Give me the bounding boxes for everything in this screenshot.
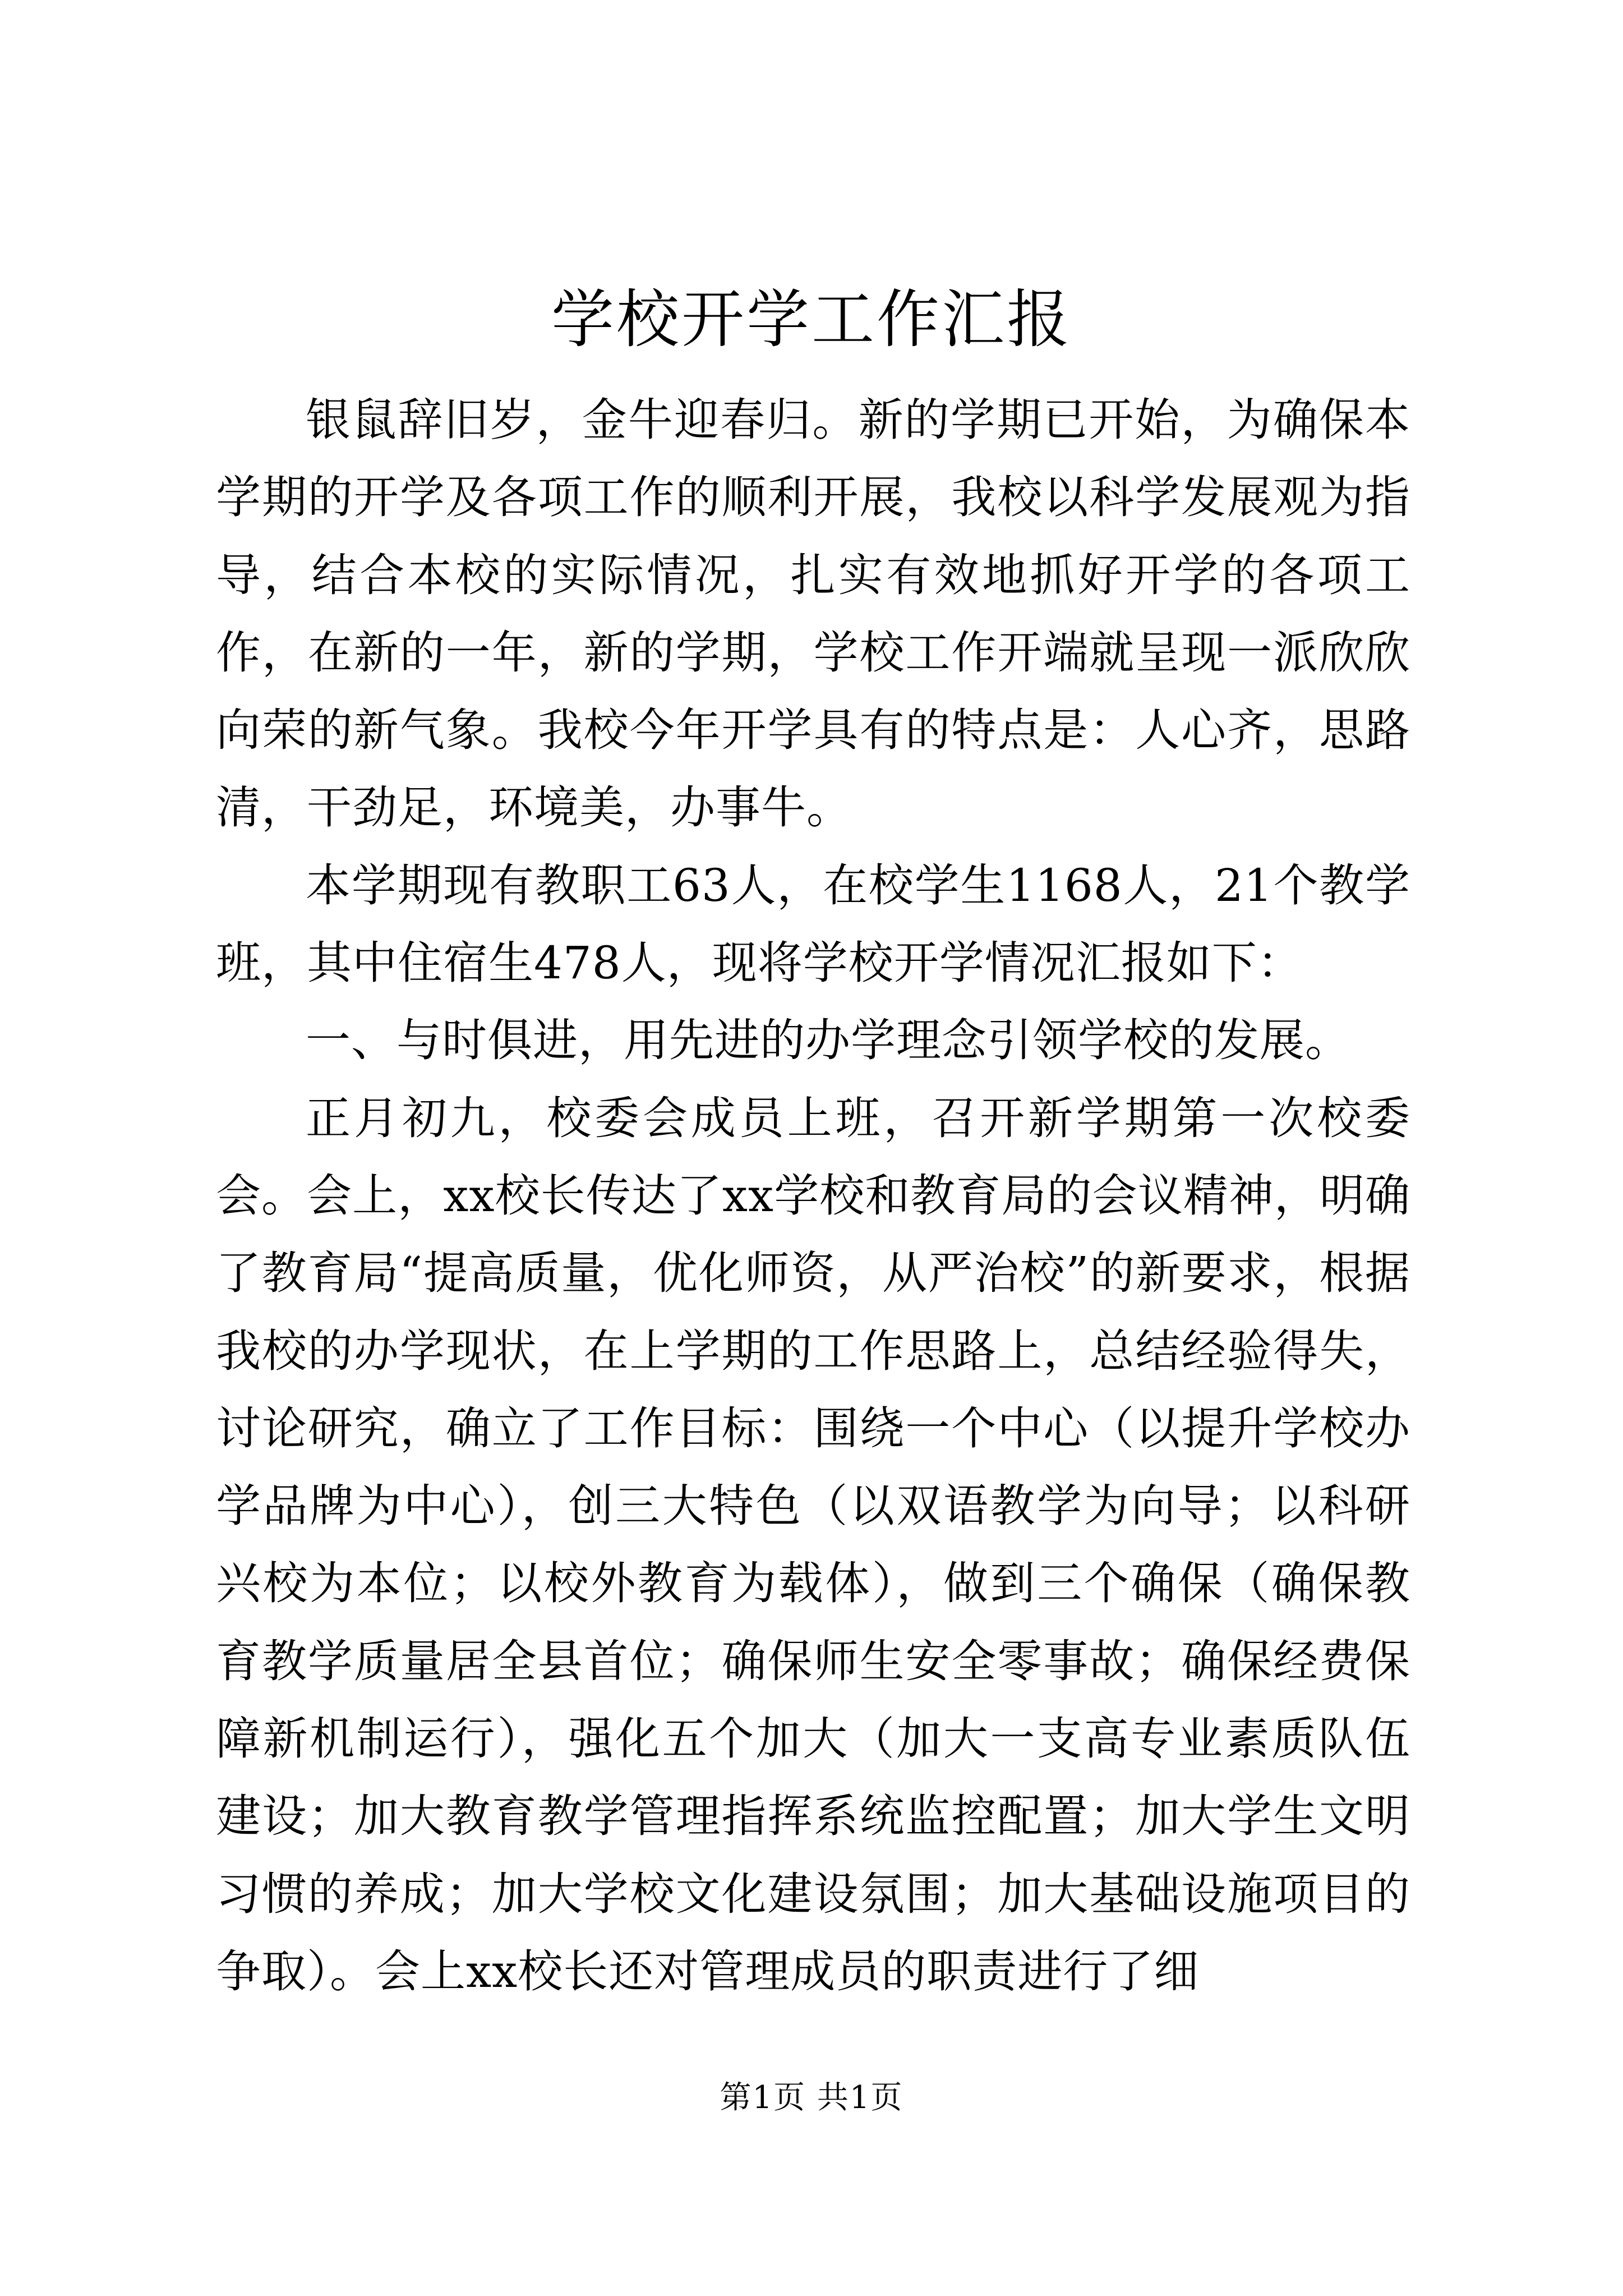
paragraph-meeting: 正月初九，校委会成员上班，召开新学期第一次校委会。会上，xx校长传达了xx学校和教育局的会议精神，明确了教育局“提高质量，优化师资，从严治校”的新要求，根据我校的办学现状，在上学期的工作思路上，总结经验得失，讨论研究，确立了工作目标：围绕一个中心（以提升学校办学品牌为中心），创三大特色（以双语教学为向导；以科研兴校为本位；以校外教育为载体），做到三个确保（确保教育教学质量居全县首位；确保师生安全零事故；确保经费保障新机制运行），强化五个加大（加大一支高专业素质队伍建设；加大教育教学管理指挥系统监控配置；加大学生文明习惯的养成；加大学校文化建设氛围；加大基础设施项目的争取）。会上xx校长还对管理成员的职责进行了细 — [216, 1092, 1410, 1998]
paragraph-statistics: 本学期现有教职工63人，在校学生1168人，21个教学班，其中住宿生478人，现将学校开学情况汇报如下： — [216, 859, 1410, 990]
section-heading-1: 一、与时俱进，用先进的办学理念引领学校的发展。 — [306, 1014, 1350, 1067]
page-footer: 第1页 共1页 — [720, 2079, 903, 2116]
paragraph-intro: 银鼠辞旧岁，金牛迎春归。新的学期已开始，为确保本学期的开学及各项工作的顺利开展，我校以科学发展观为指导，结合本校的实际情况，扎实有效地抓好开学的各项工作，在新的一年，新的学期，学校工作开端就呈现一派欣欣向荣的新气象。我校今年开学具有的特点是：人心齐，思路清，干劲足，环境美，办事牛。 — [216, 394, 1410, 834]
document-title: 学校开学工作汇报 — [551, 283, 1072, 356]
document-body — [216, 381, 1410, 2010]
